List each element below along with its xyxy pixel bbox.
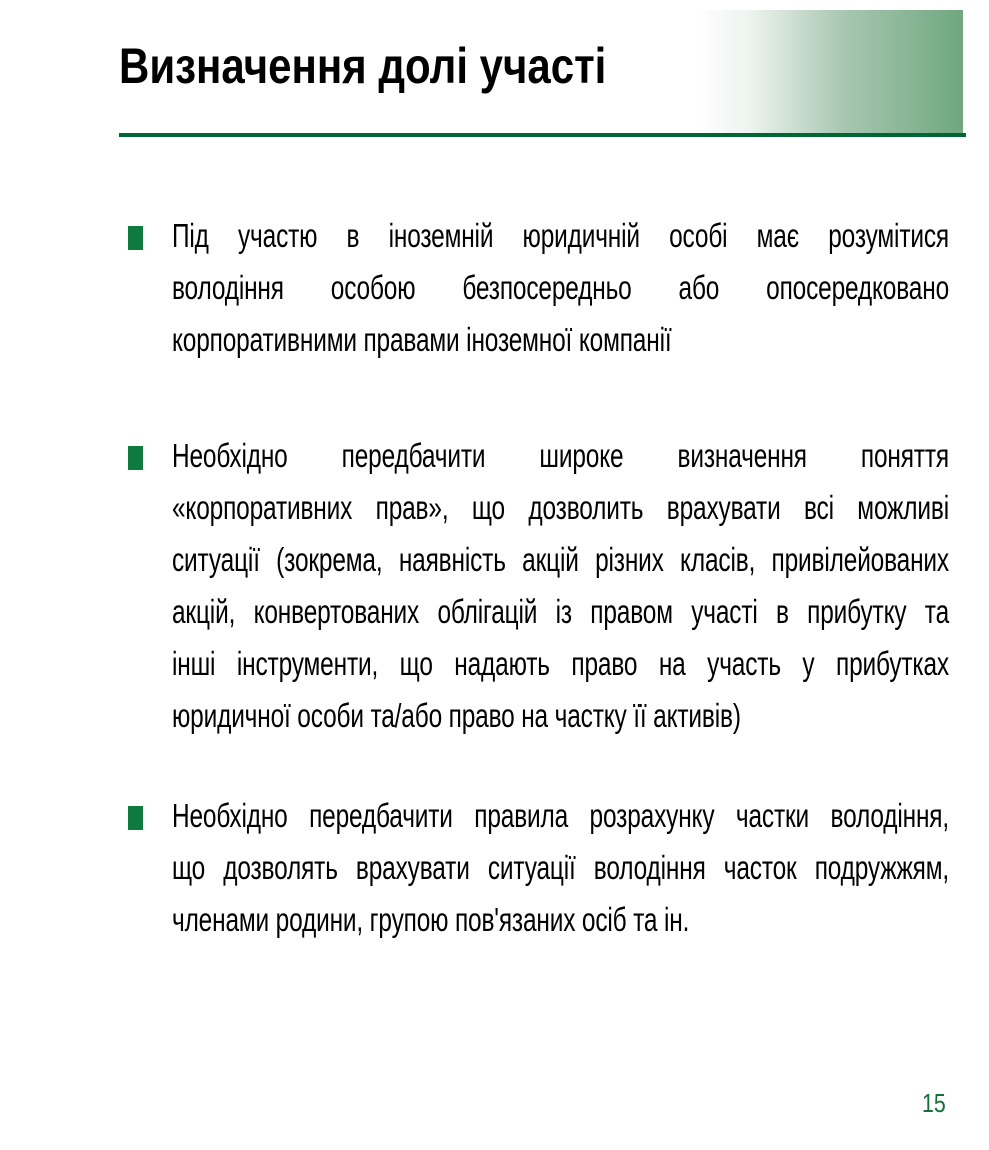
page-number: 15 (922, 1088, 946, 1118)
text-line: володіння особою безпосередньо або опосередковано (172, 269, 949, 306)
title-divider-rule (119, 133, 966, 137)
bullet-square-icon (128, 806, 143, 830)
text-line: що дозволять врахувати ситуації володіння часток подружжям, (172, 849, 949, 886)
slide-title: Визначення долі участі (119, 38, 607, 94)
text-line: ситуації (зокрема, наявність акцій різних класів, привілейованих (172, 541, 949, 578)
text-line: Необхідно передбачити правила розрахунку частки володіння, (172, 797, 949, 834)
text-line: корпоративними правами іноземної компанії (172, 321, 672, 358)
text-line: Необхідно передбачити широке визначення поняття (172, 437, 949, 474)
bullet-item-3 (128, 790, 989, 946)
bullet-item-2 (128, 430, 989, 742)
text-line: юридичної особи та/або право на частку її активів) (172, 697, 741, 734)
bullet-square-icon (128, 446, 143, 470)
bullet-square-icon (128, 226, 143, 250)
bullet-item-1 (128, 210, 989, 366)
bullet-text-1 (172, 210, 949, 366)
text-line: інші інструменти, що надають право на участь у прибутках (172, 645, 949, 682)
title-gradient-decoration (695, 10, 963, 134)
text-line: Під участю в іноземній юридичній особі має розумітися (172, 217, 949, 254)
text-line: акцій, конвертованих облігацій із правом участі в прибутку та (172, 593, 949, 630)
text-line: членами родини, групою пов'язаних осіб та ін. (172, 901, 690, 938)
bullet-text-2 (172, 430, 949, 742)
text-line: «корпоративних прав», що дозволить врахувати всі можливі (172, 489, 949, 526)
bullet-text-3 (172, 790, 949, 946)
